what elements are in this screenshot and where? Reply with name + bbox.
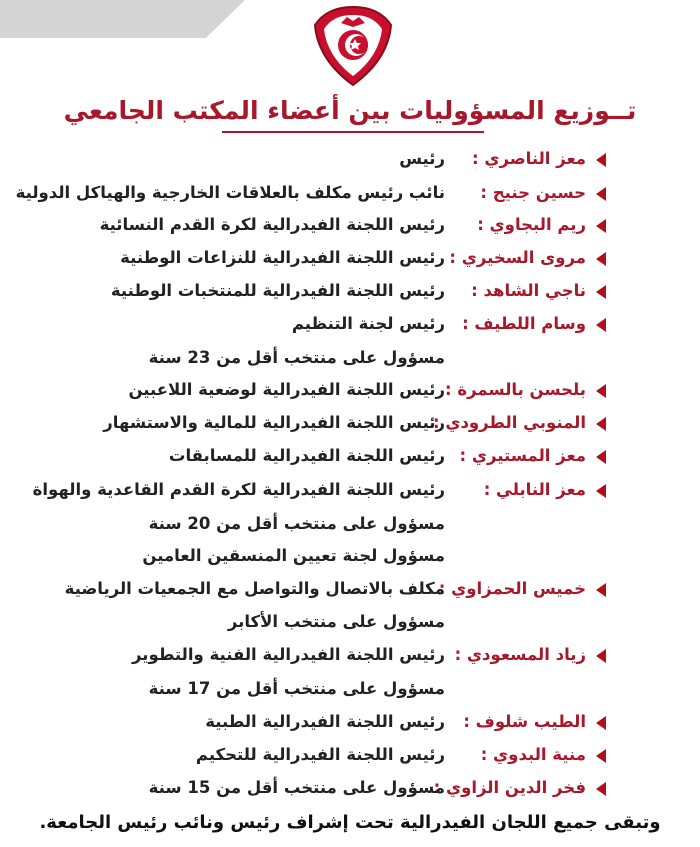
member-row [0, 610, 700, 638]
member-name: معز النابلي : [483, 480, 586, 499]
member-role: مسؤول على منتخب أقل من 15 سنة [148, 778, 445, 797]
member-name: وسام اللطيف : [462, 314, 586, 333]
chevron-left-icon [596, 252, 606, 266]
member-role: رئيس اللجنة الفيدرالية للتحكيم [195, 745, 445, 764]
member-row [0, 577, 700, 605]
member-row [0, 213, 700, 241]
member-row [0, 312, 700, 340]
member-role: رئيس لجنة التنظيم [291, 314, 445, 333]
chevron-left-icon [596, 450, 606, 464]
member-row [0, 147, 700, 175]
member-row [0, 677, 700, 705]
member-role: رئيس اللجنة الفيدرالية الفنية والتطوير [132, 645, 445, 664]
member-role: مكلف بالاتصال والتواصل مع الجمعيات الرياضية [64, 579, 445, 598]
chevron-left-icon [596, 583, 606, 597]
member-role: رئيس اللجنة الفيدرالية للنزاعات الوطنية [120, 248, 445, 267]
member-name: المنوبي الطرودي : [432, 413, 586, 432]
member-name: مروى السخيري : [449, 248, 586, 267]
member-role: مسؤول على منتخب الأكابر [227, 612, 445, 631]
member-row [0, 378, 700, 406]
member-row [0, 512, 700, 540]
member-row [0, 346, 700, 374]
chevron-left-icon [596, 318, 606, 332]
member-role: مسؤول على منتخب أقل من 20 سنة [148, 514, 445, 533]
member-name: خميس الحمزاوي : [438, 579, 586, 598]
chevron-left-icon [596, 417, 606, 431]
chevron-left-icon [596, 219, 606, 233]
member-name: ناجي الشاهد : [471, 281, 586, 300]
member-name: معز الناصري : [472, 149, 586, 168]
member-row [0, 544, 700, 572]
chevron-left-icon [596, 384, 606, 398]
corner-decoration [0, 0, 245, 38]
member-name: بلحسن بالسمرة : [445, 380, 586, 399]
member-row [0, 643, 700, 671]
footer-note: وتبقى جميع اللجان الفيدرالية تحت إشراف رئيس ونائب رئيس الجامعة. [39, 812, 661, 833]
federation-logo [305, 3, 401, 89]
member-role: رئيس اللجنة الفيدرالية لكرة القدم القاعدية والهواة [32, 480, 445, 499]
member-name: فخر الدين الزاوي : [433, 778, 586, 797]
member-name: حسين جنيح : [480, 183, 586, 202]
member-role: رئيس اللجنة الفيدرالية للمالية والاستشهار [103, 413, 445, 432]
chevron-left-icon [596, 153, 606, 167]
member-name: ريم البجاوي : [477, 215, 586, 234]
member-row [0, 743, 700, 771]
member-role: مسؤول على منتخب أقل من 23 سنة [148, 348, 445, 367]
member-role: رئيس اللجنة الفيدرالية لكرة القدم النسائية [99, 215, 445, 234]
chevron-left-icon [596, 484, 606, 498]
page-title: تــوزيع المسؤوليات بين أعضاء المكتب الجامعي [63, 96, 637, 125]
member-row [0, 444, 700, 472]
chevron-left-icon [596, 716, 606, 730]
member-row [0, 710, 700, 738]
member-name: زياد المسعودي : [454, 645, 586, 664]
member-row [0, 776, 700, 804]
member-role: رئيس اللجنة الفيدرالية للمسابقات [168, 446, 445, 465]
member-row [0, 181, 700, 209]
chevron-left-icon [596, 649, 606, 663]
member-name: منية البدوي : [480, 745, 586, 764]
member-role: رئيس اللجنة الفيدرالية الطبية [205, 712, 445, 731]
member-row [0, 246, 700, 274]
member-name: الطيب شلوف : [463, 712, 586, 731]
chevron-left-icon [596, 749, 606, 763]
member-role: رئيس اللجنة الفيدرالية للمنتخبات الوطنية [110, 281, 445, 300]
member-role: مسؤول على منتخب أقل من 17 سنة [148, 679, 445, 698]
member-row [0, 411, 700, 439]
chevron-left-icon [596, 782, 606, 796]
member-row [0, 279, 700, 307]
member-role: نائب رئيس مكلف بالعلاقات الخارجية والهياكل الدولية [15, 183, 445, 202]
title-underline [222, 131, 484, 133]
member-role: رئيس اللجنة الفيدرالية لوضعية اللاعبين [128, 380, 445, 399]
member-row [0, 478, 700, 506]
member-role: مسؤول لجنة تعيين المنسقين العامين [142, 546, 445, 565]
chevron-left-icon [596, 187, 606, 201]
member-role: رئيس [399, 149, 445, 168]
member-name: معز المستيري : [459, 446, 586, 465]
chevron-left-icon [596, 285, 606, 299]
